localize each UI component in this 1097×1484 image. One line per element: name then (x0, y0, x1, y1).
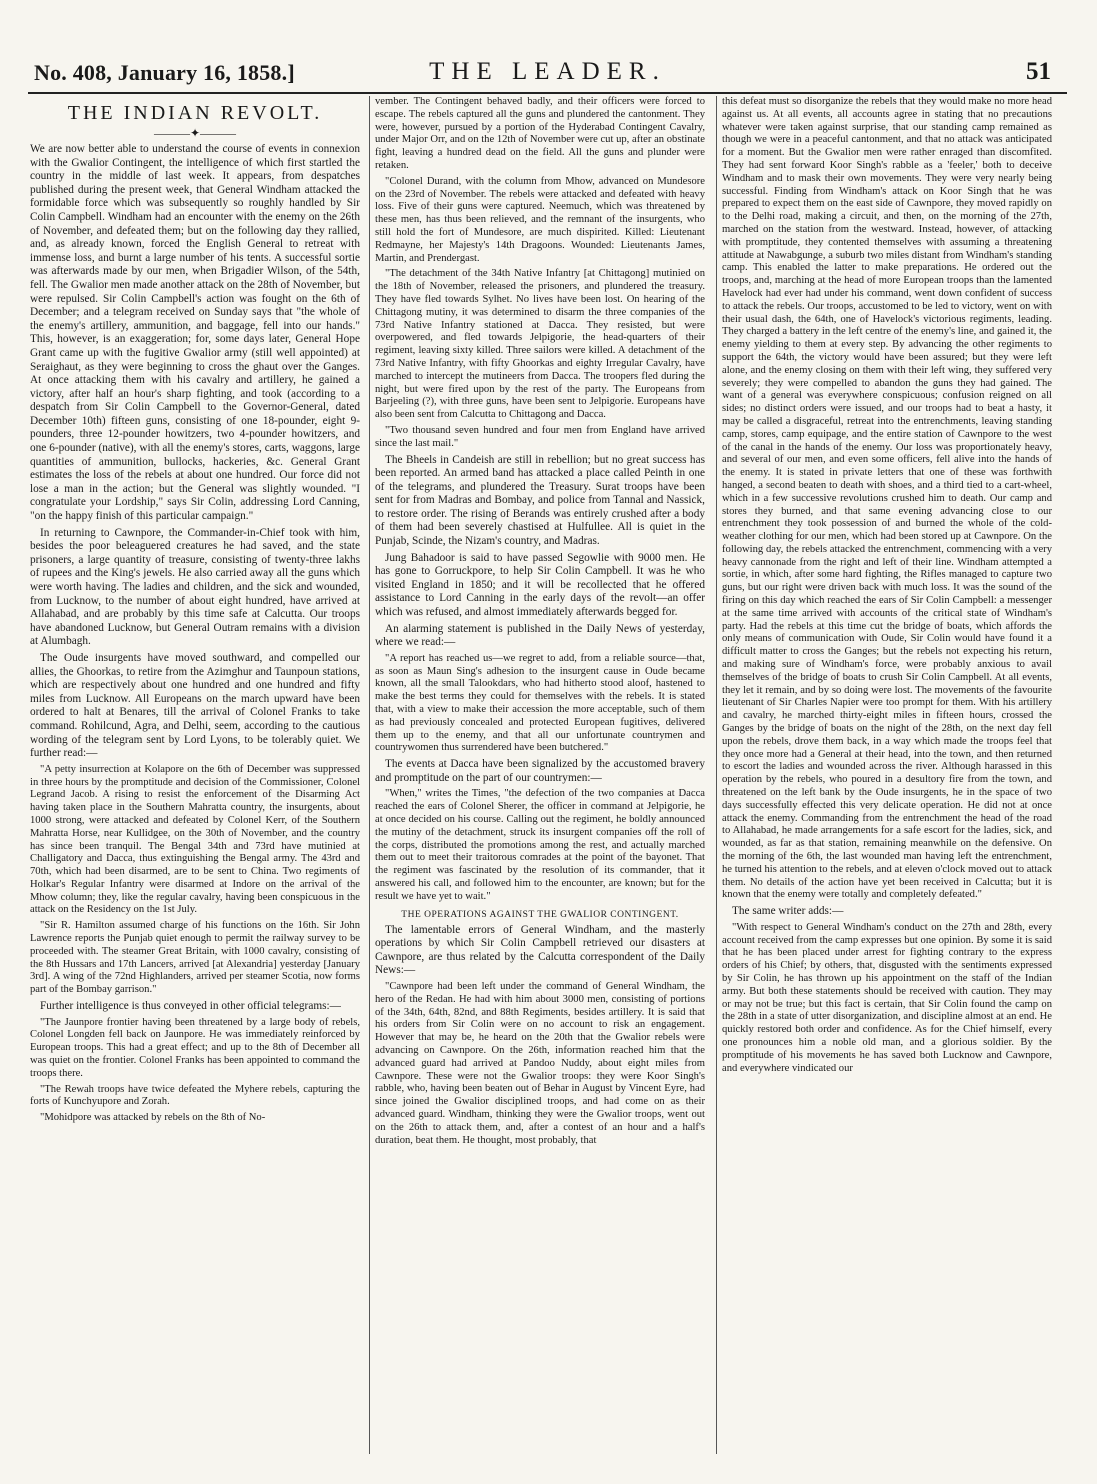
quoted-paragraph: "The detachment of the 34th Native Infantry [at Chittagong] mutinied on the 18th of November, released the prisoners, and plundered the treasury. They have fled towards Sylhet. No lives have been lost. On hearing of the Chittagong mutiny, it was determined to disarm the three companies of the 73rd Native Infantry stationed at Dacca. They resisted, but were overpowered, and fled towards Jelpigorie, the head-quarters of their regiment, leaving sixty killed. Three sailors were killed. A detachment of the 73rd Native Infantry, with fifty Ghoorkas and eighty Irregular Cavalry, have marched to intercept the mutineers from Dacca. The troopers fled during the night, but were fired upon by the rest of the party. The Europeans from Barjeeling (?), with three guns, have been sent to Jelpigorie. Europeans have also been sent from Calcutta to Chittagong and Dacca. (375, 268, 705, 421)
quoted-paragraph: "Two thousand seven hundred and four men from England have arrived since the last mail." (375, 424, 705, 449)
issue-date: No. 408, January 16, 1858.] (34, 60, 295, 85)
paragraph: An alarming statement is published in the Daily News of yesterday, where we read:— (375, 622, 705, 649)
paragraph: We are now better able to understand the course of events in connexion with the Gwalior Contingent, the intelligence of which first startled the country in the middle of last week. It appears, from despatches published during the present week, that General Windham attacked the formidable force which was subsequently so roughly handled by Sir Colin Campbell. Windham had an encounter with the enemy on the 26th of November, and defeated them; but on the following day they rallied, and, as already known, forced the English General to retreat with immense loss, and burnt a large number of his tents. A successful sortie was afterwards made by our men, when Brigadier Wilson, of the 54th, fell. The Gwalior men made another attack on the 28th of November, but were repulsed. Sir Colin Campbell's action was fought on the 6th of December; and a telegram received on Sunday says that "the whole of the enemy's artillery, ammunition, and baggage, fell into our hands." This, however, is an exaggeration; for, some days later, General Hope Grant came up with the fugitive Gwalior army (still well appointed) at Seraighaut, as they were beginning to cross the ghaut over the Ganges. At once attacking them with his cavalry and artillery, he gained a victory, after half an hour's sharp fighting, and took (according to a despatch from Sir Colin Campbell to the Governor-General, dated December 10th) fifteen guns, consisting of one 18-pounder, eight 9-pounders, three 12-pounder howitzers, two 4-pounder howitzers, and one 6-pounder (native), with all the enemy's stores, carts, waggons, large quantities of ammunition, bullocks, hackeries, &c. General Grant estimates the loss of the rebels at about one hundred. Our force did not lose a man in the action; but the General was slightly wounded. "I congratulate your Lordship," says Sir Colin, addressing Lord Canning, "on the happy finish of this particular campaign." (30, 143, 360, 523)
quoted-paragraph: "The Jaunpore frontier having been threatened by a large body of rebels, Colonel Longden fell back on Jaunpore. He was immediately reinforced by European troops. This had a great effect; and up to the 8th of December all was quiet on the frontier. Colonel Franks has been appointed to command the troops there. (30, 1016, 360, 1079)
quoted-paragraph: "A report has reached us—we regret to add, from a reliable source—that, as soon as Maun Sing's adhesion to the insurgent cause in Oude became known, all the small Talookdars, who had hitherto stood aloof, hastened to make the best terms they could for themselves with the rebels. It is stated that, with a view to make their accession the more acceptable, such of them as had previously concealed and protected European fugitives, delivered them up to the enemy, and that all our unfortunate countrymen and countrywomen thus surrendered have been butchered." (375, 652, 705, 754)
column-divider (716, 96, 717, 1454)
quoted-paragraph: "The Rewah troops have twice defeated the Myhere rebels, capturing the forts of Kunchyupore and Zorah. (30, 1083, 360, 1108)
masthead (28, 52, 1067, 92)
quoted-paragraph: "Sir R. Hamilton assumed charge of his functions on the 16th. Sir John Lawrence reports the Punjab quiet enough to permit the railway survey to be proceeded with. The steamer Great Britain, with 1000 cavalry, consisting of the 8th Hussars and 17th Lancers, arrived [at Alexandria] yesterday [January 3rd]. A wing of the 72nd Highlanders, arrived per steamer Scotia, now forms part of the Bombay garrison." (30, 920, 360, 996)
column-divider (369, 96, 370, 1454)
title-ornament-icon: ———✦——— (153, 126, 237, 140)
paragraph: The Bheels in Candeish are still in rebellion; but no great success has been reported. An armed band has attacked a place called Peinth in one of the telegrams, and plundered the Treasury. Surat troops have been sent for from Madras and Bombay, and police from Tannal and Nassick, to restore order. The rising of Berands was entirely crushed after a body of them had been severely chastised at Hulfullee. All is quiet in the Punjab, Scinde, the Nizam's country, and Madras. (375, 453, 705, 548)
paragraph: Jung Bahadoor is said to have passed Segowlie with 9000 men. He has gone to Gorruckpore, to help Sir Colin Campbell. It was he who visited England in 1850; and it will be recollected that he offered assistance to Lord Canning in the early days of the revolt—an offer which was refused, and almost immediately afterwards begged for. (375, 551, 705, 619)
paragraph: The lamentable errors of General Windham, and the masterly operations by which Sir Colin Campbell retrieved our disasters at Cawnpore, are thus related by the Calcutta correspondent of the Daily News:— (375, 923, 705, 977)
article-title: THE INDIAN REVOLT. (67, 102, 323, 124)
masthead-rule (28, 92, 1067, 94)
quoted-paragraph: "Mohidpore was attacked by rebels on the 8th of No- (40, 1112, 266, 1124)
quoted-paragraph: "Cawnpore had been left under the command of General Windham, the hero of the Redan. He had with him about 3000 men, consisting of portions of the 34th, 64th, 82nd, and 88th Regiments, besides artillery. It is said that his orders from Sir Colin were on no account to risk an engagement. However that may be, he heard on the 20th that the Gwalior rebels were advancing on Cawnpore. On the 26th, information reached him that the advanced guard had arrived at Pandoo Nuddy, about eight miles from Cawnpore. These were not the Gwalior troops: they were Koor Singh's rabble, who, having been beaten out of Behar in August by Vincent Eyre, had since joined the Gwalior disciplined troops, and had come on as their advanced guard. Windham, thinking they were the Gwalior troops, went out on the 26th to attack them, and, after a contest of an hour and a half's duration, beat them. He thought, most probably, that (375, 980, 705, 1146)
quoted-paragraph: vember. The Contingent behaved badly, and their officers were forced to escape. The rebels captured all the guns and plundered the cantonment. They were, however, pursued by a portion of the Hyderabad Contingent Cavalry, under Major Orr, and on the 12th of November were cut up, after an obstinate fight, leaving a hundred dead on the field. All the guns and plunder were retaken. (375, 96, 705, 171)
quoted-paragraph: "With respect to General Windham's conduct on the 27th and 28th, every account received from the camp expresses but one opinion. By some it is said that he has been placed under arrest for fighting contrary to the express orders of his Chief; by others, that, disgusted with the sentiments expressed by Sir Colin, he has thrown up his appointment on the staff of the Indian army. But both these statements should be received with caution. They may or may not be true; but this fact is certain, that Sir Colin found the camp on the 28th in a state of utter disorganization, and discipline almost at an end. He quickly restored both order and confidence. As for the Chief himself, every one pronounces him a noble old man, and a glorious soldier. By the promptitude of his movements he has saved both Lucknow and Cawnpore, and everywhere vindicated our (722, 921, 1052, 1074)
paper-title: THE LEADER. (429, 58, 666, 85)
column-3 (722, 96, 1052, 1474)
section-heading: THE OPERATIONS AGAINST THE GWALIOR CONTINGENT. (401, 909, 679, 920)
paragraph: The events at Dacca have been signalized by the accustomed bravery and promptitude on the part of our countrymen:— (375, 758, 705, 784)
page-number: 51 (1026, 58, 1051, 85)
paragraph: The Oude insurgents have moved southward, and compelled our allies, the Ghoorkas, to retire from the Azimghur and Taunpoun stations, which are respectively about one hundred and one hundred and fifty miles from Lucknow. All Europeans on the march upward have been ordered to halt at Benares, till the arrival of Colonel Franks to take command. Rohilcund, Agra, and Delhi, seem, according to the cautious wording of the telegram sent by Lord Lyons, to be tolerably quiet. We further read:— (30, 651, 360, 760)
quoted-paragraph: "When," writes the Times, "the defection of the two companies at Dacca reached the ears of Colonel Sherer, the officer in command at Jelpigorie, he at once decided on his course. Calling out the regiment, he boldly announced the mutiny of the detachment, struck its insurgent companies off the roll of the corps, distributed the promotions among the rest, and actually marched them out to meet their traitorous comrades at the point of the bayonet. That the regiment was fascinated by the resolution of its commander, that it answered his call, and followed him to the encounter, are known; but for the result we have yet to wait." (375, 788, 705, 902)
paragraph: The same writer adds:— (732, 905, 844, 918)
article-columns (30, 96, 1067, 1474)
paragraph: Further intelligence is thus conveyed in other official telegrams:— (40, 1000, 341, 1013)
paragraph: In returning to Cawnpore, the Commander-in-Chief took with him, besides the poor beleaguered creatures he had saved, and the state prisoners, a large quantity of treasure, consisting of twenty-three lakhs of rupees and the King's jewels. He also carried away all the guns which were worth having. The ladies and children, and the sick and wounded, from Lucknow, to the number of about eight hundred, have arrived at Allahabad, and are probably by this time safe at Calcutta. Our troops have abandoned Lucknow, but General Outram remains with a division at Alumbagh. (30, 526, 360, 648)
quoted-paragraph: "A petty insurrection at Kolapore on the 6th of December was suppressed in three hours by the promptitude and decision of the Commissioner, Colonel Legrand Jacob. A rising to resist the enforcement of the Disarming Act having taken place in the Southern Mahratta country, the insurgents, about 1000 strong, were attacked and defeated by Colonel Kerr, of the Southern Mahratta Horse, near Kullidgee, on the 30th of November, and the country has since been tranquil. The Bengal 34th and 73rd have mutinied at Challigatory and Dacca, thus extinguishing the Bengal army. The 43rd and 70th, which had been disarmed, are to be sent to China. Two regiments of Holkar's Regular Infantry were disarmed at Indore on the arrival of the Mhow column; they, like the regular cavalry, having been conspicuous in the attack on the Residency on the 1st July. (30, 763, 360, 916)
column-1 (30, 96, 360, 1474)
quoted-paragraph: this defeat must so disorganize the rebels that they would make no more head against us. At all events, all accounts agree in stating that no precautions whatever were taken against surprise, that our standing camp remained as though we were in a peaceful cantonment, and that no attack was anticipated for a moment. But the Gwalior men were rather enraged than discomfited. They had sent forward Koor Singh's rabble as a 'feeler,' both to deceive Windham and to mask their own movements. They were very nearly being successful. Finding from Windham's attack on Koor Singh that he was prepared to expect them on the east side of Cawnpore, they moved rapidly on to the Delhi road, making a circuit, and then, on the morning of the 27th, marched on the station from the westward. Instead, however, of attacking with promptitude, they contented themselves with assuming a threatening attitude at Nawabgunge, a suburb two miles distant from Windham's standing camp. This enabled the latter to make preparations. He ordered out the troops, and, marching at the head of more European troops than the lamented Havelock had ever had under his command, went down confident of success to attack the rebels. Our troops, accustomed to be led to victory, went on with their usual dash, the 64th, one of Havelock's victorious regiments, leading. They charged a battery in the left centre of the enemy's line, and gained it, the enemy yielding to them at every step. By advancing the other regiments to support the 64th, the victory would have been assured; but they were left alone, and the enemy closing on them with their left wing, they suffered very severely; they were compelled to abandon the guns they had gained. The want of a general was everywhere conspicuous; confusion reigned on all sides; no distinct orders were issued, and our troops had to beat a hasty, it may be called a disgraceful, retreat into the entrenchments, leaving standing camp, stores, camp equipage, and the entire station of Cawnpore to the west of the canal in the hands of the enemy. Our loss was proportionately heavy, and several of our men, and even some officers, fell alive into the hands of the enemy. It is stated in private letters that one of these was forthwith hanged, a second beaten to death with shoes, and a third tied to a cart-wheel, which in a few successive revolutions crushed him to death. Our camp and stores they burned, and that same evening advancing close to our entrenchment they took possession of and burned the whole of the cold-weather clothing for our men, which had been stored up at Cawnpore. On the following day, the rebels attacked the entrenchment, commencing with a very heavy cannonade from the right and left of their line. Windham attempted a sortie, in which, after some hard fighting, the Rifles managed to capture two guns, but our right were driven back with much loss. It was the sound of the firing on this day which reached the ears of Sir Colin Campbell: a messenger at the same time arrived with accounts of the critical state of Windham's party. Had the rebels at this time cut the bridge of boats, which affords the only means of communication with Oude, Sir Colin would have found it a difficult matter to cross the Ganges; but the rebels not expecting his return, and making sure of Windham's force, were probably anxious to avail themselves of the bridge of boats to crush Sir Colin Campbell. At all events, they let it remain, and by so doing were lost. The movements of the favourite lieutenant of Sir Charles Napier were too prompt for them. With his artillery and cavalry, he marched thirty-eight miles in fifteen hours, crossed the Ganges by the bridge of boats on the night of the 28th, on the next day fell upon the rebels, drove them back, in a way which made the troops feel that they once more had a General at their head, into the town, and then returned to escort the ladies and wounded across the river. Although harassed in this operation by the rebels, who poured in a desultory fire from the town, and threatened on the left bank by the Oude insurgents, he in the space of two days successfully effected this very delicate operation. He did not at once attack the enemy. Commanding from the entrenchment the head of the road to Allahabad, he made arrangements for a safe escort for the ladies, sick, and wounded, as far as that station, remaining meanwhile on the defensive. On the morning of the 6th, the last wounded man having left the entrenchment, he turned his attention to the rebels, and at eleven o'clock moved out to attack them. No details of the action have yet been received in Calcutta; but it is known that the enemy were totally and completely defeated." (722, 96, 1052, 901)
quoted-paragraph: "Colonel Durand, with the column from Mhow, advanced on Mundesore on the 23rd of November. The rebels were attacked and defeated with heavy loss. Five of their guns were captured. Neemuch, which was threatened by these men, has thus been relieved, and the remnant of the insurgents, who still hold the fort of Mundesore, are much dispirited. Killed: Lieutenant Redmayne, her Majesty's 14th Dragoons. Wounded: Lieutenants James, Martin, and Prendergast. (375, 175, 705, 264)
column-2 (375, 96, 705, 1474)
